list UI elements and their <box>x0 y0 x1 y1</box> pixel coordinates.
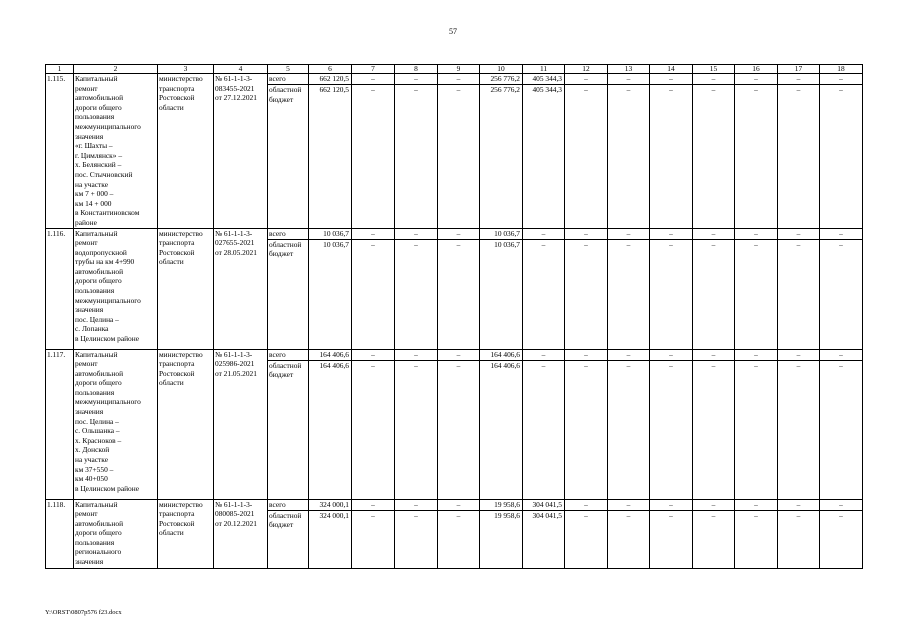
amount-col-9: – <box>438 499 480 510</box>
column-number-13: 13 <box>608 65 650 74</box>
expertise-document: № 61-1-1-3- 083455-2021 от 27.12.2021 <box>214 74 268 229</box>
amount-col-11: 304 041,5 <box>523 510 565 568</box>
amount-col-12: – <box>565 239 608 349</box>
amount-col-13: – <box>608 510 650 568</box>
amount-col-11: – <box>523 239 565 349</box>
total-amount: 10 036,7 <box>309 228 352 239</box>
amount-col-10: 10 036,7 <box>480 228 523 239</box>
amount-col-8: – <box>395 499 438 510</box>
funding-source: всего <box>268 228 309 239</box>
amount-col-12: – <box>565 510 608 568</box>
funding-source: всего <box>268 349 309 360</box>
amount-col-16: – <box>735 360 778 499</box>
expertise-document: № 61-1-1-3- 025986-2021 от 21.05.2021 <box>214 349 268 499</box>
responsible-organization: министерство транспорта Ростовской области <box>158 499 214 568</box>
amount-col-12: – <box>565 349 608 360</box>
amount-col-9: – <box>438 510 480 568</box>
amount-col-14: – <box>650 74 693 85</box>
column-number-16: 16 <box>735 65 778 74</box>
amount-col-8: – <box>395 360 438 499</box>
expertise-document: № 61-1-1-3- 080085-2021 от 20.12.2021 <box>214 499 268 568</box>
funding-source: областной бюджет <box>268 510 309 568</box>
amount-col-18: – <box>820 228 863 239</box>
column-number-2: 2 <box>74 65 158 74</box>
amount-col-18: – <box>820 510 863 568</box>
amount-col-17: – <box>778 360 820 499</box>
amount-col-15: – <box>693 74 735 85</box>
amount-col-9: – <box>438 74 480 85</box>
amount-col-7: – <box>352 85 395 228</box>
amount-col-15: – <box>693 239 735 349</box>
amount-col-13: – <box>608 228 650 239</box>
total-amount: 662 120,5 <box>309 74 352 85</box>
amount-col-9: – <box>438 349 480 360</box>
amount-col-8: – <box>395 349 438 360</box>
amount-col-16: – <box>735 239 778 349</box>
responsible-organization: министерство транспорта Ростовской области <box>158 74 214 229</box>
amount-col-16: – <box>735 228 778 239</box>
amount-col-14: – <box>650 228 693 239</box>
table-row <box>46 228 863 239</box>
amount-col-16: – <box>735 349 778 360</box>
column-number-row <box>46 65 863 74</box>
page-number: 57 <box>449 27 457 36</box>
total-amount: 164 406,6 <box>309 349 352 360</box>
amount-col-17: – <box>778 85 820 228</box>
amount-col-8: – <box>395 228 438 239</box>
amount-col-17: – <box>778 510 820 568</box>
object-name: Капитальный ремонт автомобильной дороги общего пользования межмуниципального значения пос. Целина – с. Ольшанка – х. Красноков – х. Донской на участке км 37+550 – км 40+050 в Целинском районе <box>74 349 158 499</box>
total-amount: 662 120,5 <box>309 85 352 228</box>
column-number-12: 12 <box>565 65 608 74</box>
column-number-17: 17 <box>778 65 820 74</box>
amount-col-13: – <box>608 74 650 85</box>
amount-col-11: – <box>523 360 565 499</box>
amount-col-13: – <box>608 499 650 510</box>
responsible-organization: министерство транспорта Ростовской области <box>158 349 214 499</box>
amount-col-11: – <box>523 349 565 360</box>
amount-col-18: – <box>820 499 863 510</box>
amount-col-7: – <box>352 228 395 239</box>
table-row <box>46 74 863 85</box>
funding-source: областной бюджет <box>268 360 309 499</box>
amount-col-11: – <box>523 228 565 239</box>
total-amount: 10 036,7 <box>309 239 352 349</box>
row-number: 1.115. <box>46 74 74 229</box>
amount-col-7: – <box>352 360 395 499</box>
column-number-8: 8 <box>395 65 438 74</box>
column-number-11: 11 <box>523 65 565 74</box>
table-row <box>46 349 863 360</box>
column-number-4: 4 <box>214 65 268 74</box>
amount-col-17: – <box>778 349 820 360</box>
amount-col-17: – <box>778 499 820 510</box>
amount-col-8: – <box>395 510 438 568</box>
amount-col-15: – <box>693 360 735 499</box>
amount-col-7: – <box>352 239 395 349</box>
amount-col-18: – <box>820 85 863 228</box>
amount-col-10: 164 406,6 <box>480 360 523 499</box>
total-amount: 324 000,1 <box>309 499 352 510</box>
total-amount: 324 000,1 <box>309 510 352 568</box>
amount-col-14: – <box>650 499 693 510</box>
amount-col-16: – <box>735 510 778 568</box>
column-number-18: 18 <box>820 65 863 74</box>
expertise-document: № 61-1-1-3- 027655-2021 от 28.05.2021 <box>214 228 268 349</box>
column-number-3: 3 <box>158 65 214 74</box>
amount-col-15: – <box>693 510 735 568</box>
object-name: Капитальный ремонт автомобильной дороги общего пользования межмуниципального значения «г. Шахты – г. Цимлянск» – х. Белянский – пос. Стычновский на участке км 7 + 000 – км 14 + 000 в Константиновском районе <box>74 74 158 229</box>
amount-col-14: – <box>650 510 693 568</box>
funding-source: областной бюджет <box>268 239 309 349</box>
amount-col-17: – <box>778 74 820 85</box>
column-number-9: 9 <box>438 65 480 74</box>
file-path-footer: Y:\ORST\0807p576 f23.docx <box>45 609 122 616</box>
amount-col-13: – <box>608 360 650 499</box>
amount-col-11: 405 344,3 <box>523 85 565 228</box>
total-amount: 164 406,6 <box>309 360 352 499</box>
amount-col-12: – <box>565 85 608 228</box>
column-number-5: 5 <box>268 65 309 74</box>
amount-col-10: 10 036,7 <box>480 239 523 349</box>
column-number-10: 10 <box>480 65 523 74</box>
amount-col-14: – <box>650 85 693 228</box>
amount-col-9: – <box>438 85 480 228</box>
amount-col-13: – <box>608 239 650 349</box>
amount-col-11: 405 344,3 <box>523 74 565 85</box>
amount-col-10: 19 958,6 <box>480 510 523 568</box>
table-row <box>46 499 863 510</box>
amount-col-7: – <box>352 510 395 568</box>
column-number-14: 14 <box>650 65 693 74</box>
amount-col-13: – <box>608 85 650 228</box>
funding-source: всего <box>268 74 309 85</box>
amount-col-8: – <box>395 85 438 228</box>
column-number-1: 1 <box>46 65 74 74</box>
amount-col-15: – <box>693 85 735 228</box>
amount-col-18: – <box>820 360 863 499</box>
amount-col-7: – <box>352 74 395 85</box>
program-table <box>45 64 863 569</box>
amount-col-18: – <box>820 349 863 360</box>
amount-col-18: – <box>820 74 863 85</box>
amount-col-8: – <box>395 239 438 349</box>
amount-col-17: – <box>778 228 820 239</box>
amount-col-13: – <box>608 349 650 360</box>
amount-col-14: – <box>650 360 693 499</box>
funding-source: областной бюджет <box>268 85 309 228</box>
object-name: Капитальный ремонт водопропускной трубы на км 4+990 автомобильной дороги общего пользования межмуниципального значения пос. Целина – с. Лопанка в Целинском районе <box>74 228 158 349</box>
amount-col-17: – <box>778 239 820 349</box>
amount-col-10: 164 406,6 <box>480 349 523 360</box>
funding-source: всего <box>268 499 309 510</box>
column-number-6: 6 <box>309 65 352 74</box>
row-number: 1.117. <box>46 349 74 499</box>
object-name: Капитальный ремонт автомобильной дороги общего пользования регионального значения <box>74 499 158 568</box>
row-number: 1.116. <box>46 228 74 349</box>
amount-col-9: – <box>438 228 480 239</box>
row-number: 1.118. <box>46 499 74 568</box>
amount-col-18: – <box>820 239 863 349</box>
amount-col-12: – <box>565 499 608 510</box>
amount-col-8: – <box>395 74 438 85</box>
amount-col-11: 304 041,5 <box>523 499 565 510</box>
amount-col-16: – <box>735 499 778 510</box>
amount-col-10: 256 776,2 <box>480 74 523 85</box>
amount-col-15: – <box>693 499 735 510</box>
amount-col-12: – <box>565 360 608 499</box>
column-number-7: 7 <box>352 65 395 74</box>
amount-col-10: 19 958,6 <box>480 499 523 510</box>
amount-col-16: – <box>735 85 778 228</box>
amount-col-14: – <box>650 239 693 349</box>
amount-col-15: – <box>693 349 735 360</box>
amount-col-9: – <box>438 360 480 499</box>
amount-col-14: – <box>650 349 693 360</box>
column-number-15: 15 <box>693 65 735 74</box>
amount-col-16: – <box>735 74 778 85</box>
amount-col-12: – <box>565 74 608 85</box>
responsible-organization: министерство транспорта Ростовской области <box>158 228 214 349</box>
amount-col-7: – <box>352 499 395 510</box>
amount-col-15: – <box>693 228 735 239</box>
amount-col-7: – <box>352 349 395 360</box>
amount-col-10: 256 776,2 <box>480 85 523 228</box>
amount-col-12: – <box>565 228 608 239</box>
amount-col-9: – <box>438 239 480 349</box>
